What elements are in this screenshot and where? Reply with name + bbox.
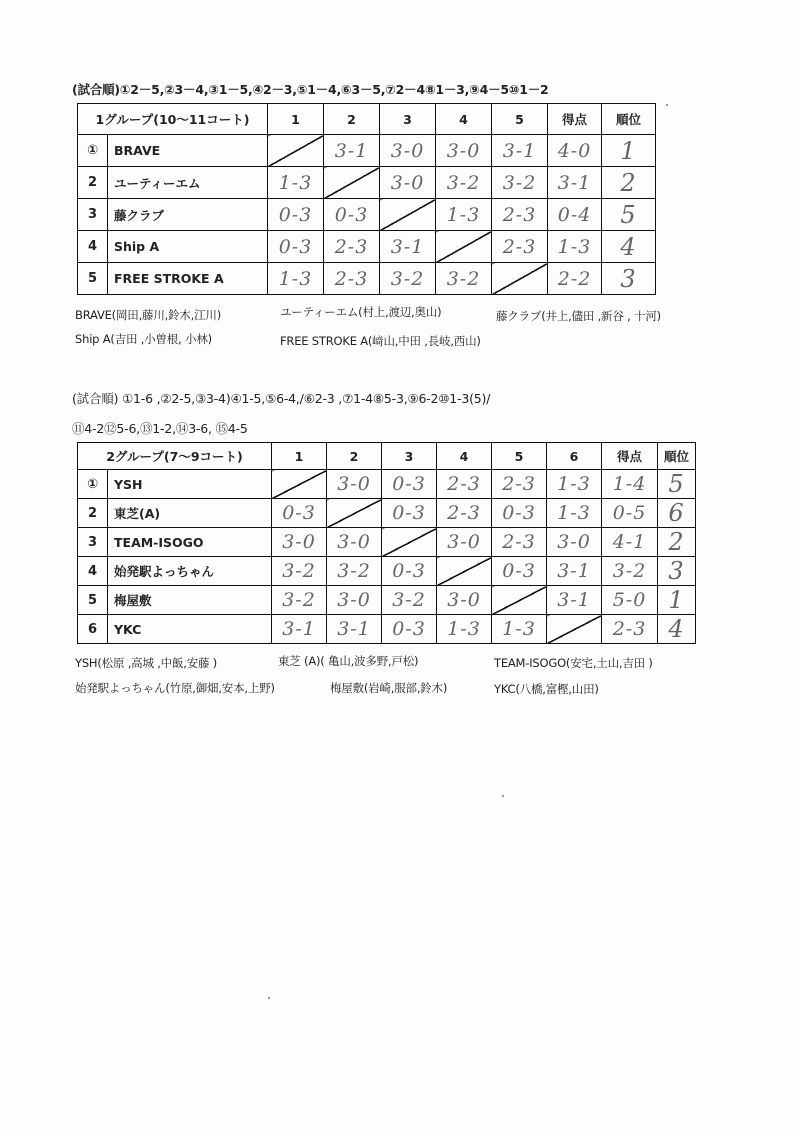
- score-cell: 3-2: [272, 557, 327, 586]
- rank-cell: 1: [602, 135, 656, 167]
- rank-cell: 6: [658, 499, 696, 528]
- team-number: 2: [78, 167, 108, 199]
- rank-header: 順位: [658, 443, 696, 470]
- table-row: [78, 263, 656, 295]
- score-cell: 3-0: [437, 586, 492, 615]
- col-header: 4: [436, 104, 492, 135]
- rank-cell: 2: [602, 167, 656, 199]
- score-cell: 3-1: [380, 231, 436, 263]
- col-header: 1: [272, 443, 327, 470]
- score-cell: [492, 263, 548, 295]
- group1-table: [77, 103, 656, 295]
- points-cell: 3-1: [548, 167, 602, 199]
- score-cell: 1-3: [437, 615, 492, 644]
- points-cell: 4-0: [548, 135, 602, 167]
- score-cell: 3-1: [327, 615, 382, 644]
- team-number: 3: [78, 528, 108, 557]
- table-row: [78, 586, 696, 615]
- team-name: FREE STROKE A: [108, 263, 268, 295]
- score-cell: [492, 586, 547, 615]
- col-header: 5: [492, 443, 547, 470]
- score-cell: 3-1: [324, 135, 380, 167]
- members-ykc: YKC(八橋,富樫,山田): [494, 682, 599, 696]
- points-cell: 2-2: [548, 263, 602, 295]
- col-header: 6: [547, 443, 602, 470]
- score-cell: 0-3: [382, 615, 437, 644]
- points-cell: 0-5: [602, 499, 658, 528]
- score-cell: 1-3: [268, 167, 324, 199]
- group2-title: 2グループ(7～9コート): [78, 443, 272, 470]
- points-cell: 2-3: [602, 615, 658, 644]
- score-cell: 0-3: [268, 231, 324, 263]
- table-row: [78, 167, 656, 199]
- members-fuji-club: 藤クラブ(井上,儘田 ,新谷 , 十河): [496, 309, 661, 323]
- score-cell: 0-3: [382, 499, 437, 528]
- score-cell: 2-3: [324, 231, 380, 263]
- team-number: 5: [78, 263, 108, 295]
- points-cell: 1-4: [602, 470, 658, 499]
- team-number: 6: [78, 615, 108, 644]
- score-cell: [268, 135, 324, 167]
- rank-header: 順位: [602, 104, 656, 135]
- score-cell: [437, 557, 492, 586]
- col-header: 1: [268, 104, 324, 135]
- group1-match-order: (試合順)①2－5,②3－4,③1－5,④2－3,⑤1－4,⑥3－5,⑦2－4⑧1－3,⑨4－5⑩1－2: [72, 82, 549, 97]
- team-number: ①: [78, 135, 108, 167]
- members-ship-a: Ship A(吉田 ,小曽根, 小林): [75, 332, 212, 346]
- group2-match-order-1: (試合順) ①1-6 ,②2-5,③3-4)④1-5,⑤6-4,/⑥2-3 ,⑦1-4⑧5-3,⑨6-2⑩1-3(5)/: [72, 391, 491, 406]
- team-name: Ship A: [108, 231, 268, 263]
- members-brave: BRAVE(岡田,藤川,鈴木,江川): [75, 308, 222, 322]
- score-cell: 3-0: [380, 135, 436, 167]
- score-cell: 3-0: [327, 470, 382, 499]
- members-free-stroke-a: FREE STROKE A(﨑山,中田 ,長岐,西山): [280, 334, 481, 348]
- score-cell: 3-2: [492, 167, 548, 199]
- score-cell: 1-3: [492, 615, 547, 644]
- points-cell: 5-0: [602, 586, 658, 615]
- score-cell: [436, 231, 492, 263]
- team-name: TEAM-ISOGO: [108, 528, 272, 557]
- score-cell: 3-1: [547, 557, 602, 586]
- col-header: 2: [324, 104, 380, 135]
- score-cell: 2-3: [492, 528, 547, 557]
- score-cell: 1-3: [436, 199, 492, 231]
- points-cell: 0-4: [548, 199, 602, 231]
- score-cell: 2-3: [492, 199, 548, 231]
- group2-header-row: [78, 443, 696, 470]
- rank-cell: 1: [658, 586, 696, 615]
- col-header: 3: [382, 443, 437, 470]
- score-cell: 2-3: [437, 470, 492, 499]
- col-header: 3: [380, 104, 436, 135]
- members-utm: ユーティーエム(村上,渡辺,奥山): [280, 305, 442, 319]
- table-row: [78, 557, 696, 586]
- score-cell: [272, 470, 327, 499]
- score-cell: 3-0: [437, 528, 492, 557]
- members-toshiba-a: 東芝 (A)( 亀山,波多野,戸松): [278, 654, 419, 668]
- score-cell: 3-1: [272, 615, 327, 644]
- score-cell: 0-3: [492, 557, 547, 586]
- score-cell: 2-3: [324, 263, 380, 295]
- table-row: [78, 199, 656, 231]
- score-cell: 0-3: [268, 199, 324, 231]
- table-row: [78, 615, 696, 644]
- score-cell: [382, 528, 437, 557]
- score-cell: 0-3: [382, 470, 437, 499]
- team-number: 3: [78, 199, 108, 231]
- score-cell: 3-0: [272, 528, 327, 557]
- score-cell: [380, 199, 436, 231]
- team-number: 4: [78, 231, 108, 263]
- score-cell: 1-3: [547, 499, 602, 528]
- points-header: 得点: [548, 104, 602, 135]
- group1-header-row: [78, 104, 656, 135]
- rank-cell: 5: [658, 470, 696, 499]
- col-header: 5: [492, 104, 548, 135]
- rank-cell: 4: [602, 231, 656, 263]
- score-cell: 3-2: [380, 263, 436, 295]
- col-header: 4: [437, 443, 492, 470]
- rank-cell: 3: [602, 263, 656, 295]
- members-ysh: YSH(松原 ,高城 ,中飯,安藤 ): [75, 656, 218, 670]
- score-cell: [327, 499, 382, 528]
- score-cell: 0-3: [492, 499, 547, 528]
- score-cell: 3-1: [547, 586, 602, 615]
- members-umeyashiki: 梅屋敷(岩崎,服部,鈴木): [330, 681, 448, 695]
- team-number: 2: [78, 499, 108, 528]
- team-name: 東芝(A): [108, 499, 272, 528]
- members-team-isogo: TEAM-ISOGO(安宅,土山,吉田 ): [494, 656, 653, 670]
- group2-match-order-2: ⑪4-2⑫5-6,⑬1-2,⑭3-6, ⑮4-5: [72, 421, 248, 436]
- score-cell: 3-2: [436, 167, 492, 199]
- team-name: BRAVE: [108, 135, 268, 167]
- table-row: [78, 528, 696, 557]
- score-cell: 3-0: [327, 528, 382, 557]
- table-row: [78, 135, 656, 167]
- score-cell: [547, 615, 602, 644]
- table-row: [78, 499, 696, 528]
- score-cell: 2-3: [492, 231, 548, 263]
- rank-cell: 5: [602, 199, 656, 231]
- team-name: 始発駅よっちゃん: [108, 557, 272, 586]
- points-cell: 1-3: [548, 231, 602, 263]
- score-cell: 3-2: [382, 586, 437, 615]
- members-shihatsueki-yocchan: 始発駅よっちゃん(竹原,御畑,安本,上野): [75, 681, 275, 695]
- score-cell: 0-3: [272, 499, 327, 528]
- points-cell: 3-2: [602, 557, 658, 586]
- scan-speck: [502, 795, 504, 797]
- score-cell: 3-0: [547, 528, 602, 557]
- score-cell: 3-0: [436, 135, 492, 167]
- score-cell: 3-2: [436, 263, 492, 295]
- score-cell: 3-2: [327, 557, 382, 586]
- group2-table: [77, 442, 696, 644]
- table-row: [78, 470, 696, 499]
- team-name: ユーティーエム: [108, 167, 268, 199]
- score-cell: 1-3: [268, 263, 324, 295]
- rank-cell: 4: [658, 615, 696, 644]
- score-cell: 3-2: [272, 586, 327, 615]
- scan-speck: [666, 104, 668, 106]
- score-cell: 3-0: [327, 586, 382, 615]
- team-name: 藤クラブ: [108, 199, 268, 231]
- scan-speck: [268, 997, 270, 999]
- rank-cell: 3: [658, 557, 696, 586]
- score-cell: 0-3: [324, 199, 380, 231]
- score-cell: [324, 167, 380, 199]
- score-cell: 0-3: [382, 557, 437, 586]
- group1-title: 1グループ(10～11コート): [78, 104, 268, 135]
- table-row: [78, 231, 656, 263]
- col-header: 2: [327, 443, 382, 470]
- score-cell: 3-0: [380, 167, 436, 199]
- score-cell: 2-3: [492, 470, 547, 499]
- team-name: 梅屋敷: [108, 586, 272, 615]
- score-cell: 2-3: [437, 499, 492, 528]
- points-cell: 4-1: [602, 528, 658, 557]
- rank-cell: 2: [658, 528, 696, 557]
- points-header: 得点: [602, 443, 658, 470]
- team-name: YKC: [108, 615, 272, 644]
- score-cell: 3-1: [492, 135, 548, 167]
- score-cell: 1-3: [547, 470, 602, 499]
- team-name: YSH: [108, 470, 272, 499]
- team-number: 5: [78, 586, 108, 615]
- team-number: 4: [78, 557, 108, 586]
- team-number: ①: [78, 470, 108, 499]
